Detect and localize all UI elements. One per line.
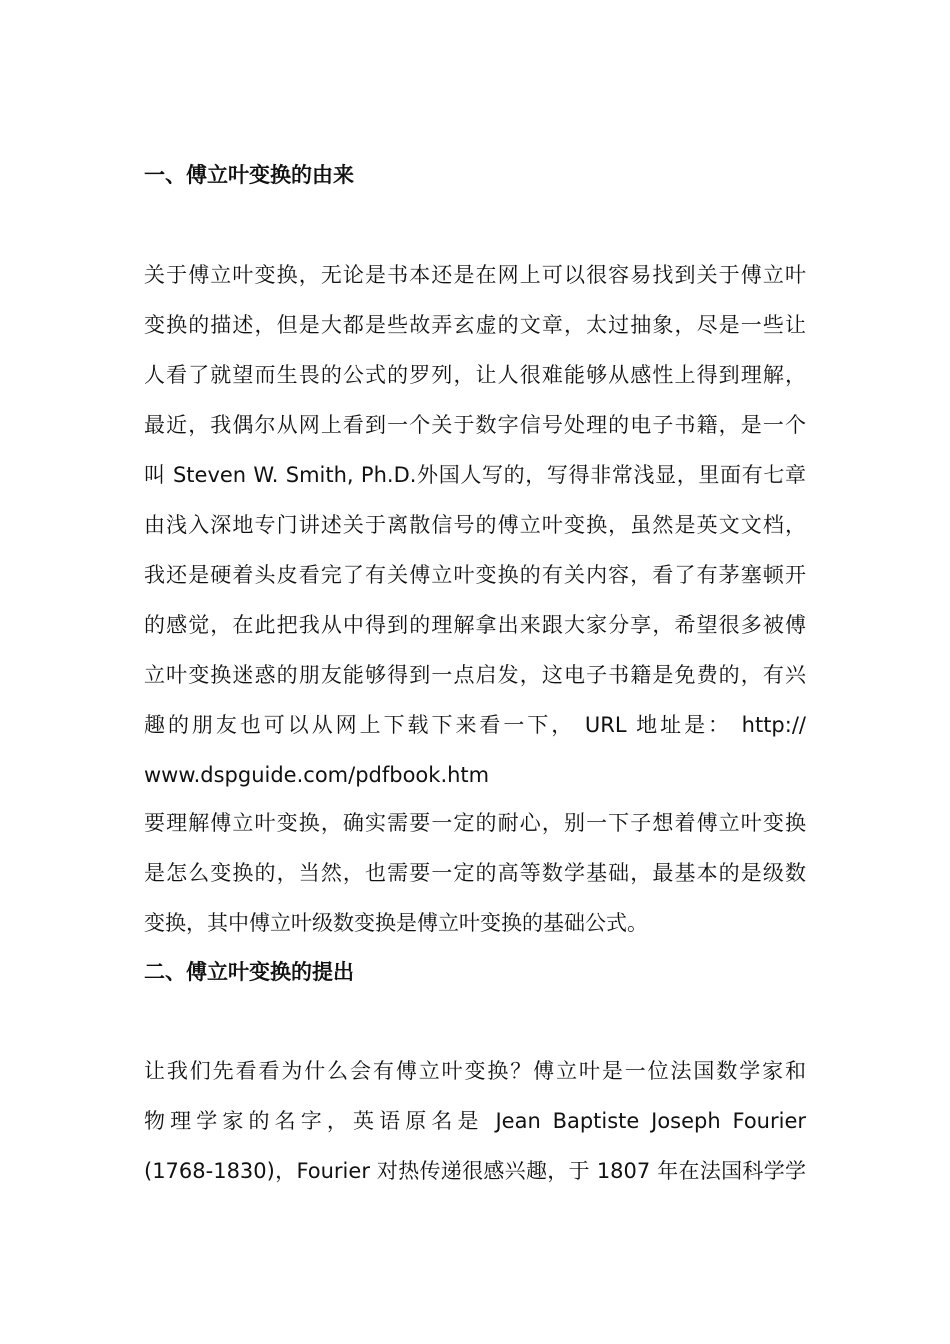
text-line: 物理学家的名字，英语原名是 Jean Baptiste Joseph Fourier — [144, 1109, 806, 1133]
text-line: 让我们先看看为什么会有傅立叶变换？傅立叶是一位法国数学家和 — [144, 1059, 806, 1083]
text-line: 关于傅立叶变换，无论是书本还是在网上可以很容易找到关于傅立叶 — [144, 263, 806, 287]
text-line: (1768-1830)，Fourier 对热传递很感兴趣，于 1807 年在法国科学学 — [144, 1159, 806, 1183]
text-line: 变换，其中傅立叶级数变换是傅立叶变换的基础公式。 — [144, 911, 648, 935]
text-line: 人看了就望而生畏的公式的罗列，让人很难能够从感性上得到理解， — [144, 363, 806, 387]
url-line: www.dspguide.com/pdfbook.htm — [144, 763, 490, 787]
text-line: 要理解傅立叶变换，确实需要一定的耐心，别一下子想着傅立叶变换 — [144, 811, 806, 835]
text-line: 最近，我偶尔从网上看到一个关于数字信号处理的电子书籍，是一个 — [144, 413, 806, 437]
text-line: 的感觉，在此把我从中得到的理解拿出来跟大家分享，希望很多被傅 — [144, 613, 806, 637]
text-line: 我还是硬着头皮看完了有关傅立叶变换的有关内容，看了有茅塞顿开 — [144, 563, 806, 587]
text-line: 是怎么变换的，当然，也需要一定的高等数学基础，最基本的是级数 — [144, 861, 806, 885]
text-line: 趣的朋友也可以从网上下载下来看一下， URL 地址是： http:// — [144, 713, 806, 737]
text-line: 叫 Steven W. Smith, Ph.D.外国人写的，写得非常浅显，里面有七章 — [144, 463, 806, 487]
section-2-heading: 二、傅立叶变换的提出 — [144, 960, 354, 984]
text-line: 立叶变换迷惑的朋友能够得到一点启发，这电子书籍是免费的，有兴 — [144, 663, 806, 687]
section-1-paragraph-1 — [144, 250, 806, 800]
text-line: 由浅入深地专门讲述关于离散信号的傅立叶变换，虽然是英文文档， — [144, 513, 806, 537]
text-line: 变换的描述，但是大都是些故弄玄虚的文章，太过抽象，尽是一些让 — [144, 313, 806, 337]
section-1-paragraph-2 — [144, 798, 806, 948]
section-2-paragraph-1 — [144, 1046, 806, 1196]
section-1-heading: 一、傅立叶变换的由来 — [144, 163, 354, 187]
